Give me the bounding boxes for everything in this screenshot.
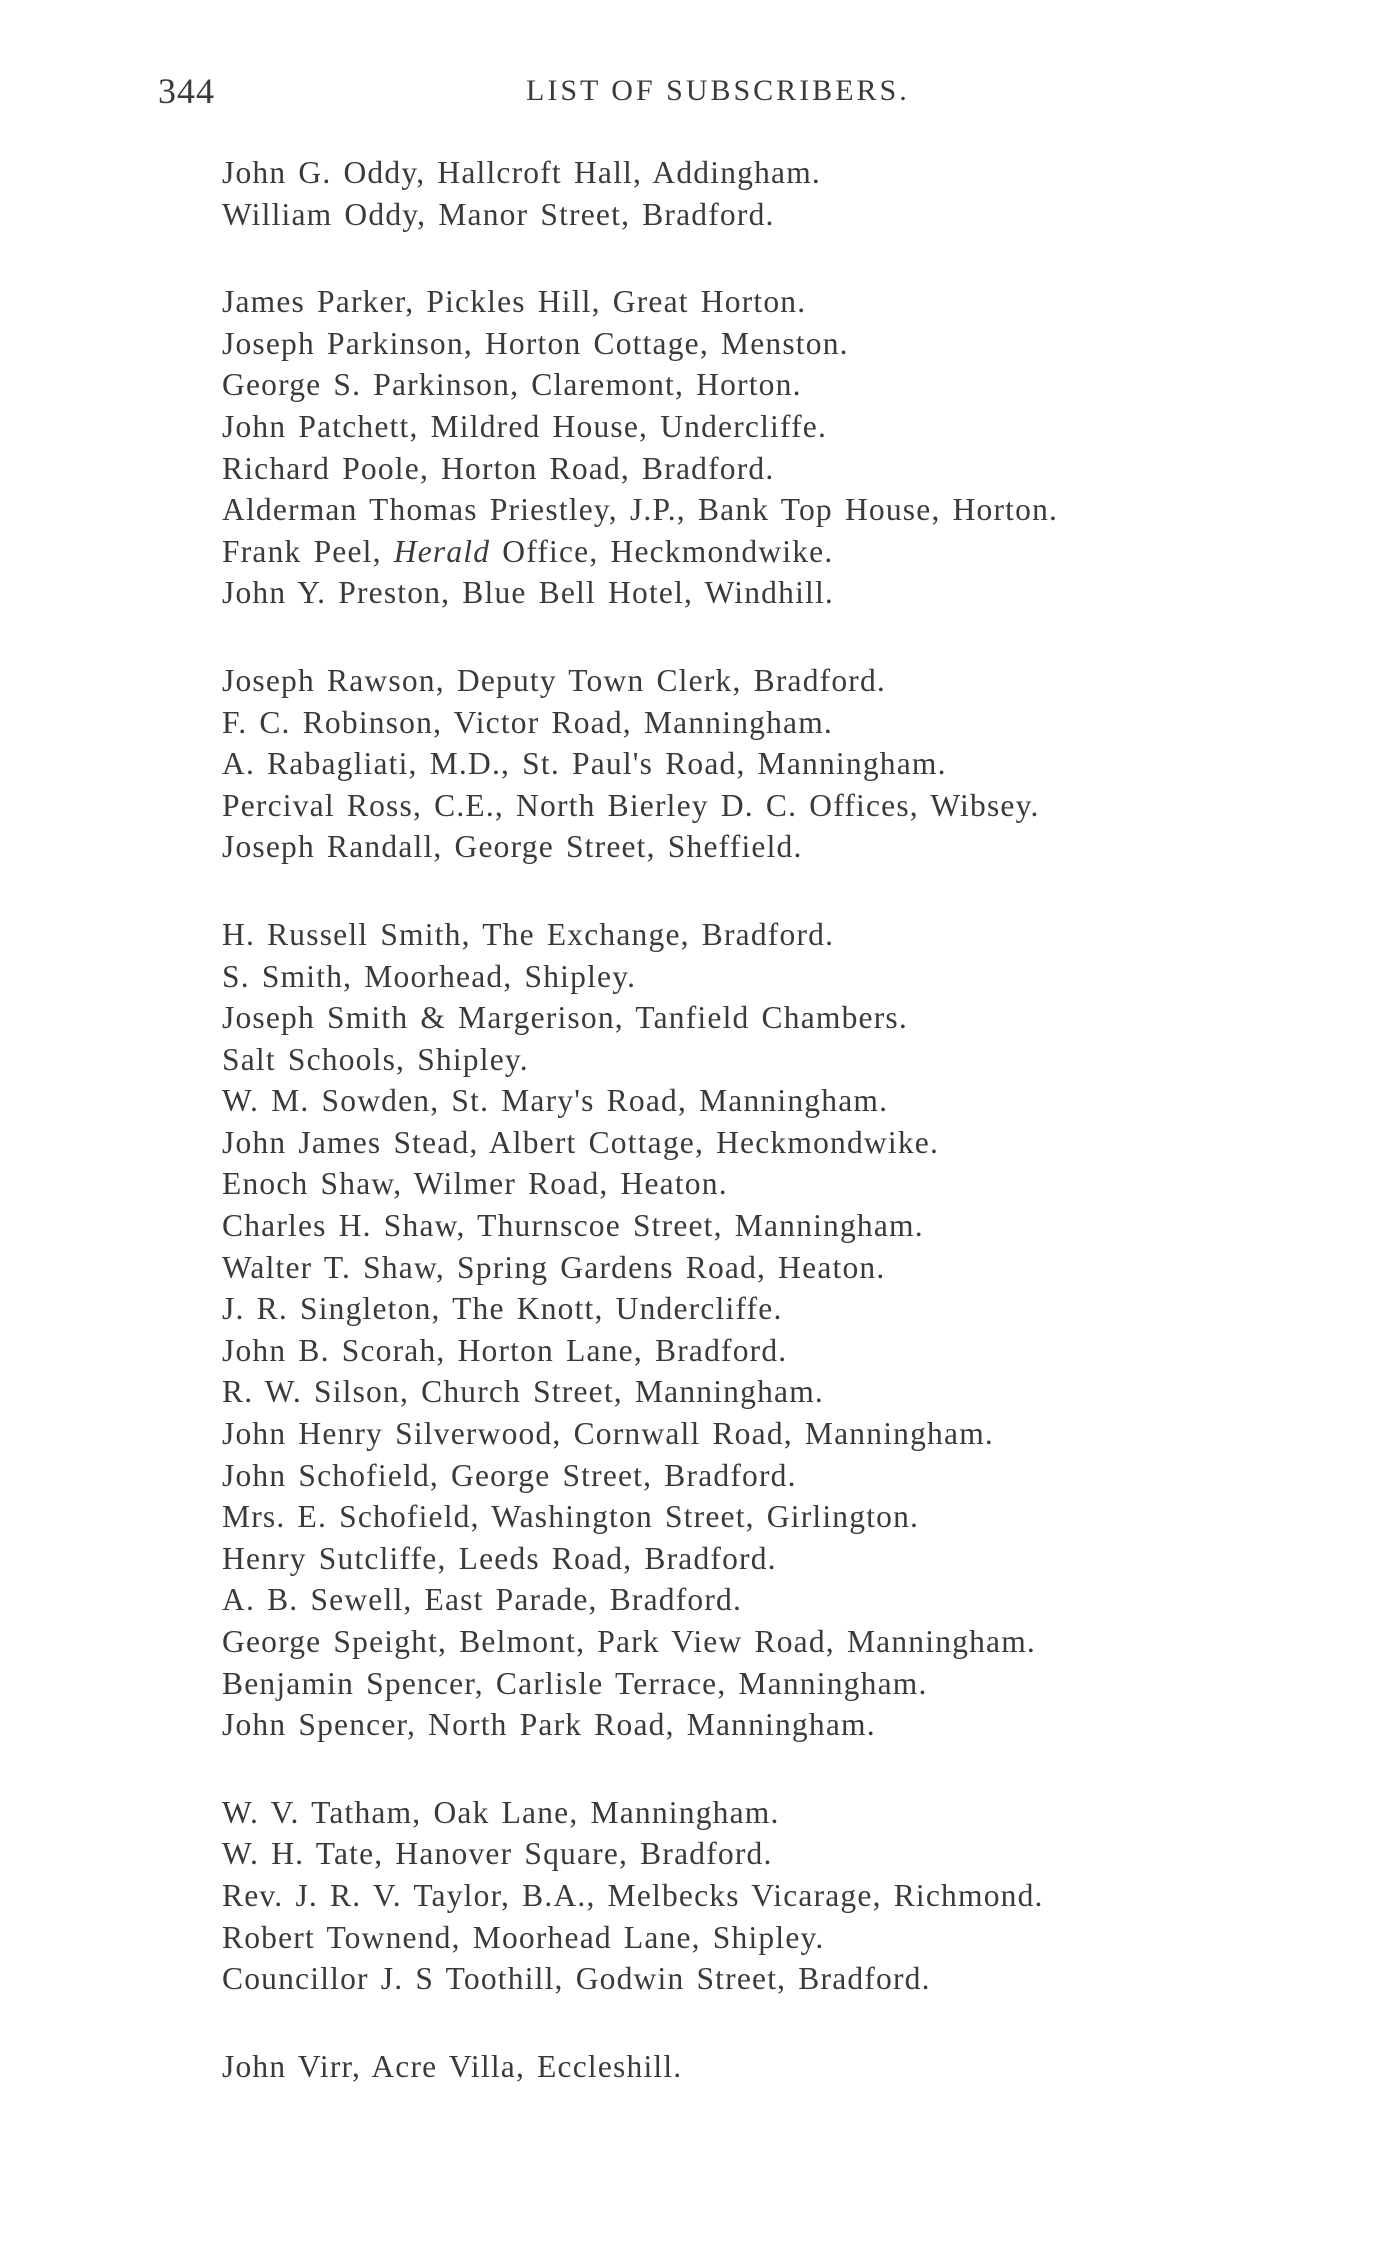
subscriber-entry: John G. Oddy, Hallcroft Hall, Addingham.: [222, 155, 822, 190]
subscriber-list: [222, 152, 1302, 2133]
subscriber-entry: Mrs. E. Schofield, Washington Street, Girlington.: [222, 1499, 920, 1535]
subscriber-entry: Richard Poole, Horton Road, Bradford.: [222, 450, 775, 486]
subscriber-entry: John Patchett, Mildred House, Undercliffe.: [222, 408, 828, 444]
subscriber-entry: Walter T. Shaw, Spring Gardens Road, Heaton.: [222, 1249, 886, 1285]
subscriber-entry: S. Smith, Moorhead, Shipley.: [222, 958, 637, 994]
subscriber-group: [222, 660, 1302, 868]
subscriber-entry: Councillor J. S Toothill, Godwin Street, Bradford.: [222, 1961, 931, 1997]
subscriber-entry: George S. Parkinson, Claremont, Horton.: [222, 367, 802, 403]
subscriber-entry: John Spencer, North Park Road, Manningham.: [222, 1707, 876, 1743]
subscriber-entry: Enoch Shaw, Wilmer Road, Heaton.: [222, 1166, 728, 1202]
subscriber-group: [222, 281, 1302, 614]
newspaper-title: Herald: [393, 533, 491, 569]
subscriber-entry: H. Russell Smith, The Exchange, Bradford.: [222, 916, 835, 952]
page-header: [158, 70, 958, 120]
subscriber-entry: W. H. Tate, Hanover Square, Bradford.: [222, 1836, 773, 1872]
subscriber-entry: Benjamin Spencer, Carlisle Terrace, Manningham.: [222, 1665, 928, 1701]
subscriber-group: [222, 152, 1302, 235]
subscriber-entry: A. B. Sewell, East Parade, Bradford.: [222, 1582, 743, 1618]
subscriber-entry: F. C. Robinson, Victor Road, Manningham.: [222, 704, 834, 740]
subscriber-entry: A. Rabagliati, M.D., St. Paul's Road, Manningham.: [222, 746, 947, 782]
subscriber-group: [222, 914, 1302, 1746]
subscriber-entry: J. R. Singleton, The Knott, Undercliffe.: [222, 1291, 783, 1327]
subscriber-entry: Frank Peel, Herald Office, Heckmondwike.: [222, 533, 834, 569]
subscriber-entry: John Henry Silverwood, Cornwall Road, Manningham.: [222, 1416, 994, 1452]
subscriber-entry: George Speight, Belmont, Park View Road, Manningham.: [222, 1624, 1037, 1659]
page-number: 344: [158, 71, 215, 111]
subscriber-entry: W. V. Tatham, Oak Lane, Manningham.: [222, 1794, 780, 1830]
running-head: LIST OF SUBSCRIBERS.: [526, 74, 910, 107]
subscriber-entry: R. W. Silson, Church Street, Manningham.: [222, 1374, 824, 1410]
subscriber-entry: Rev. J. R. V. Taylor, B.A., Melbecks Vicarage, Richmond.: [222, 1877, 1044, 1913]
subscriber-entry: Joseph Smith & Margerison, Tanfield Chambers.: [222, 1000, 908, 1036]
subscriber-entry: John B. Scorah, Horton Lane, Bradford.: [222, 1332, 788, 1368]
subscriber-entry: Alderman Thomas Priestley, J.P., Bank Top House, Horton.: [222, 492, 1059, 528]
subscriber-entry: Joseph Rawson, Deputy Town Clerk, Bradford.: [222, 662, 886, 698]
subscriber-group: [222, 1792, 1302, 2000]
subscriber-entry: John Schofield, George Street, Bradford.: [222, 1457, 797, 1493]
subscriber-entry: Percival Ross, C.E., North Bierley D. C. Offices, Wibsey.: [222, 787, 1040, 823]
subscriber-group: [222, 2046, 1302, 2088]
subscriber-entry: Charles H. Shaw, Thurnscoe Street, Manningham.: [222, 1208, 924, 1244]
subscriber-entry: James Parker, Pickles Hill, Great Horton.: [222, 284, 807, 320]
subscriber-entry: Henry Sutcliffe, Leeds Road, Bradford.: [222, 1540, 777, 1576]
subscriber-entry: William Oddy, Manor Street, Bradford.: [222, 196, 775, 232]
subscriber-entry: W. M. Sowden, St. Mary's Road, Manningham.: [222, 1083, 889, 1119]
subscriber-entry: John James Stead, Albert Cottage, Heckmondwike.: [222, 1124, 940, 1160]
subscriber-entry: John Virr, Acre Villa, Eccleshill.: [222, 2048, 683, 2084]
subscriber-entry: Joseph Parkinson, Horton Cottage, Menston.: [222, 325, 849, 361]
subscriber-entry: John Y. Preston, Blue Bell Hotel, Windhill.: [222, 575, 835, 611]
subscriber-entry: Joseph Randall, George Street, Sheffield.: [222, 829, 803, 865]
subscriber-entry: Robert Townend, Moorhead Lane, Shipley.: [222, 1919, 825, 1955]
subscriber-entry: Salt Schools, Shipley.: [222, 1041, 529, 1077]
